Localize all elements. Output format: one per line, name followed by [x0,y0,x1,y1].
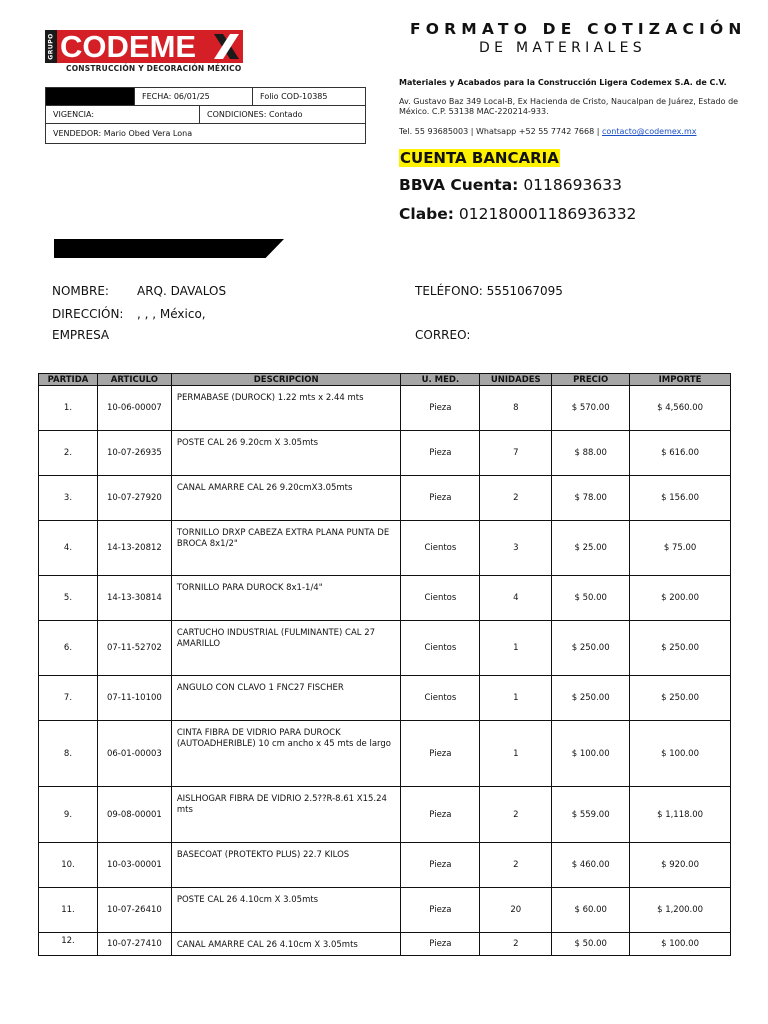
logo-x-icon [212,31,242,62]
cell-articulo: 07-11-52702 [97,621,171,676]
cell-precio: $ 25.00 [552,521,630,576]
table-row [39,888,731,933]
cell-importe: $ 4,560.00 [630,386,731,431]
table-row [39,721,731,787]
condiciones-field: CONDICIONES: Contado [199,106,367,123]
nombre-label: NOMBRE: [52,284,109,298]
cell-unidades: 2 [480,933,552,956]
cell-descripcion: CANAL AMARRE CAL 26 9.20cmX3.05mts [171,476,401,521]
cell-importe: $ 920.00 [630,843,731,888]
cell-importe: $ 100.00 [630,933,731,956]
telefono-field: TELÉFONO: 5551067095 [415,284,563,298]
info-row-2 [46,106,365,124]
cell-articulo: 10-07-26935 [97,431,171,476]
info-row-3 [46,124,365,142]
correo-field: CORREO: [415,328,471,342]
cell-articulo: 10-03-00001 [97,843,171,888]
col-header-importe: IMPORTE [630,374,731,386]
cell-descripcion: ANGULO CON CLAVO 1 FNC27 FISCHER [171,676,401,721]
logo-grupo-label: GRUPO [45,30,57,63]
table-row [39,386,731,431]
cell-partida: 4. [39,521,98,576]
cell-umed: Cientos [401,576,480,621]
cell-unidades: 20 [480,888,552,933]
logo-wordmark: CODEME [60,29,197,64]
cell-articulo: 07-11-10100 [97,676,171,721]
cell-partida: 11. [39,888,98,933]
cell-umed: Pieza [401,933,480,956]
redacted-banner [54,239,284,258]
cell-partida: 5. [39,576,98,621]
cell-unidades: 8 [480,386,552,431]
cell-umed: Pieza [401,386,480,431]
cell-umed: Cientos [401,621,480,676]
cell-descripcion: CANAL AMARRE CAL 26 4.10cm X 3.05mts [171,933,401,956]
cell-importe: $ 250.00 [630,676,731,721]
bank-clabe-label: Clabe: [399,205,454,223]
cell-unidades: 2 [480,476,552,521]
table-row [39,787,731,843]
cell-partida: 9. [39,787,98,843]
document-subtitle: DE MATERIALES [479,40,646,56]
col-header-articulo: ARTICULO [97,374,171,386]
cell-umed: Pieza [401,888,480,933]
cell-articulo: 10-06-00007 [97,386,171,431]
cell-precio: $ 88.00 [552,431,630,476]
cell-descripcion: BASECOAT (PROTEKTO PLUS) 22.7 KILOS [171,843,401,888]
cell-unidades: 7 [480,431,552,476]
col-header-precio: PRECIO [552,374,630,386]
cell-importe: $ 156.00 [630,476,731,521]
cell-unidades: 1 [480,621,552,676]
cell-descripcion: TORNILLO PARA DUROCK 8x1-1/4" [171,576,401,621]
logo-tagline: CONSTRUCCIÓN Y DECORACIÓN MÉXICO [66,64,242,73]
cell-unidades: 4 [480,576,552,621]
bank-clabe [399,205,636,223]
cell-importe: $ 75.00 [630,521,731,576]
company-contact [399,127,696,136]
direccion-value: , , , México, [137,307,206,321]
cell-precio: $ 559.00 [552,787,630,843]
cell-articulo: 10-07-26410 [97,888,171,933]
col-header-unidades: UNIDADES [480,374,552,386]
cell-importe: $ 1,200.00 [630,888,731,933]
cell-descripcion: CINTA FIBRA DE VIDRIO PARA DUROCK (AUTOADHERIBLE) 10 cm ancho x 45 mts de largo [171,721,401,787]
col-header-umed: U. MED. [401,374,480,386]
cell-umed: Pieza [401,787,480,843]
redacted-block [46,88,134,105]
fecha-field: FECHA: 06/01/25 [134,88,252,105]
table-row [39,476,731,521]
document-title: FORMATO DE COTIZACIÓN [410,20,747,38]
cell-partida: 12. [39,933,98,956]
cell-descripcion: POSTE CAL 26 4.10cm X 3.05mts [171,888,401,933]
bank-clabe-number: 012180001186936332 [458,205,637,223]
cell-descripcion: CARTUCHO INDUSTRIAL (FULMINANTE) CAL 27 AMARILLO [171,621,401,676]
col-header-descripcion: DESCRIPCION [171,374,401,386]
cell-partida: 7. [39,676,98,721]
cell-umed: Pieza [401,476,480,521]
info-row-1 [46,88,365,106]
cell-descripcion: POSTE CAL 26 9.20cm X 3.05mts [171,431,401,476]
cell-unidades: 1 [480,721,552,787]
cell-umed: Pieza [401,843,480,888]
cell-articulo: 10-07-27410 [97,933,171,956]
cell-precio: $ 460.00 [552,843,630,888]
cell-articulo: 14-13-20812 [97,521,171,576]
cell-umed: Pieza [401,721,480,787]
cell-articulo: 14-13-30814 [97,576,171,621]
cell-descripcion: TORNILLO DRXP CABEZA EXTRA PLANA PUNTA DE BROCA 8x1/2" [171,521,401,576]
cell-precio: $ 250.00 [552,676,630,721]
cell-precio: $ 250.00 [552,621,630,676]
cell-partida: 10. [39,843,98,888]
cell-descripcion: PERMABASE (DUROCK) 1.22 mts x 2.44 mts [171,386,401,431]
cell-importe: $ 616.00 [630,431,731,476]
cell-unidades: 2 [480,787,552,843]
cell-unidades: 1 [480,676,552,721]
quote-info-box [45,87,366,144]
cell-articulo: 10-07-27920 [97,476,171,521]
cell-importe: $ 200.00 [630,576,731,621]
cell-partida: 1. [39,386,98,431]
cell-precio: $ 50.00 [552,933,630,956]
company-address: Av. Gustavo Baz 349 Local-B, Ex Hacienda de Cristo, Naucalpan de Juárez, Estado de México. C.P. 53138 MAC-220214-933. [399,97,739,116]
materials-table [38,373,731,956]
table-row [39,676,731,721]
cell-unidades: 2 [480,843,552,888]
table-row [39,576,731,621]
cell-articulo: 06-01-00003 [97,721,171,787]
bank-account-label: BBVA Cuenta: [399,176,519,194]
folio-field: Folio COD-10385 [252,88,367,105]
phone-text: Tel. 55 93685003 | Whatsapp +52 55 7742 7668 | [399,127,600,136]
cell-importe: $ 250.00 [630,621,731,676]
cell-descripcion: AISLHOGAR FIBRA DE VIDRIO 2.5??R-8.61 X15.24 mts [171,787,401,843]
cell-precio: $ 50.00 [552,576,630,621]
bank-account-number: 0118693633 [523,176,622,194]
cell-partida: 2. [39,431,98,476]
cell-importe: $ 100.00 [630,721,731,787]
nombre-value: ARQ. DAVALOS [137,284,227,298]
table-header-row [39,374,731,386]
table-row [39,933,731,956]
cell-precio: $ 78.00 [552,476,630,521]
table-row [39,521,731,576]
company-name: Materiales y Acabados para la Construcción Ligera Codemex S.A. de C.V. [399,78,727,87]
cell-precio: $ 570.00 [552,386,630,431]
cell-importe: $ 1,118.00 [630,787,731,843]
email-link[interactable]: contacto@codemex.mx [601,127,697,136]
cell-partida: 6. [39,621,98,676]
empresa-label: EMPRESA [52,328,110,342]
cell-umed: Cientos [401,676,480,721]
cell-umed: Pieza [401,431,480,476]
table-row [39,843,731,888]
bank-account [399,176,622,194]
cell-partida: 3. [39,476,98,521]
cell-umed: Cientos [401,521,480,576]
cell-articulo: 09-08-00001 [97,787,171,843]
direccion-label: DIRECCIÓN: [52,307,124,321]
col-header-partida: PARTIDA [39,374,98,386]
cell-partida: 8. [39,721,98,787]
table-row [39,621,731,676]
cell-precio: $ 100.00 [552,721,630,787]
cell-unidades: 3 [480,521,552,576]
bank-heading: CUENTA BANCARIA [400,149,559,167]
vendedor-field: VENDEDOR: Mario Obed Vera Lona [53,128,193,138]
vigencia-field: VIGENCIA: [53,110,95,119]
cell-precio: $ 60.00 [552,888,630,933]
table-row [39,431,731,476]
